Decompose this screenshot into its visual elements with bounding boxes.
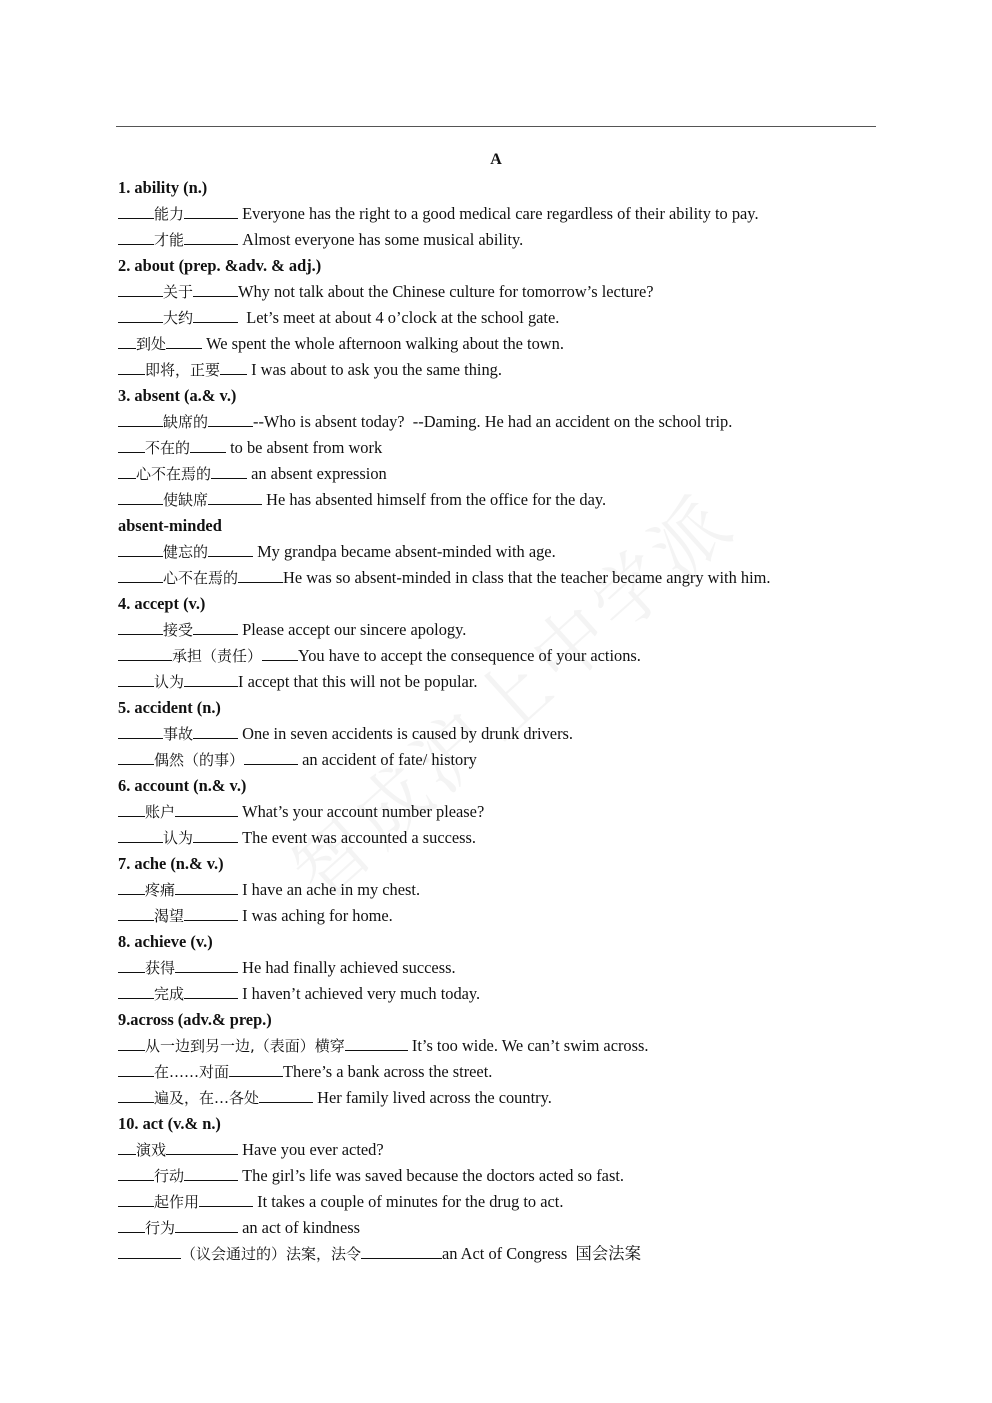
fill-blank — [118, 305, 163, 323]
chinese-meaning: 遍及，在…各处 — [154, 1089, 260, 1107]
section-heading: A — [490, 151, 502, 168]
chinese-meaning: 关于 — [163, 283, 194, 301]
example-sentence: It takes a couple of minutes for the drug to act. — [253, 1192, 564, 1211]
chinese-meaning: 才能 — [154, 231, 185, 249]
fill-blank — [118, 825, 163, 843]
fill-blank — [211, 461, 247, 479]
definition-line — [118, 1241, 878, 1267]
chinese-meaning: 疼痛 — [145, 881, 176, 899]
definition-line — [118, 1189, 878, 1215]
chinese-meaning: 演戏 — [136, 1141, 167, 1159]
header-rule — [116, 126, 876, 127]
example-sentence: It’s too wide. We can’t swim across. — [407, 1036, 649, 1055]
example-sentence: an absent expression — [247, 464, 387, 483]
fill-blank — [208, 409, 253, 427]
example-sentence: Almost everyone has some musical ability. — [238, 230, 524, 249]
fill-blank — [118, 409, 163, 427]
fill-blank — [184, 981, 238, 999]
fill-blank — [118, 357, 145, 375]
fill-blank — [175, 1215, 238, 1233]
definition-line — [118, 487, 878, 513]
definition-line — [118, 669, 878, 695]
fill-blank — [118, 877, 145, 895]
definition-line — [118, 1059, 878, 1085]
example-sentence: You have to accept the consequence of your actions. — [298, 646, 641, 665]
fill-blank — [208, 487, 262, 505]
fill-blank — [193, 305, 238, 323]
fill-blank — [193, 617, 238, 635]
chinese-meaning: 到处 — [136, 335, 167, 353]
example-sentence: I was about to ask you the same thing. — [247, 360, 502, 379]
example-sentence: I accept that this will not be popular. — [238, 672, 478, 691]
example-sentence: Let’s meet at about 4 o’clock at the school gate. — [238, 308, 560, 327]
definition-line — [118, 565, 878, 591]
fill-blank — [118, 747, 154, 765]
fill-blank — [244, 747, 298, 765]
fill-blank — [262, 643, 298, 661]
chinese-meaning: 账户 — [145, 803, 176, 821]
chinese-meaning: 认为 — [154, 673, 185, 691]
chinese-meaning: 起作用 — [154, 1193, 200, 1211]
fill-blank — [118, 721, 163, 739]
definition-line — [118, 1033, 878, 1059]
fill-blank — [118, 1059, 154, 1077]
chinese-meaning: 健忘的 — [163, 543, 209, 561]
fill-blank — [118, 981, 154, 999]
example-sentence: There’s a bank across the street. — [283, 1062, 493, 1081]
entry-heading: 8. achieve (v.) — [118, 932, 213, 951]
definition-line — [118, 435, 878, 461]
chinese-meaning: 从一边到另一边,（表面）横穿 — [145, 1037, 345, 1055]
example-sentence: My grandpa became absent-minded with age. — [253, 542, 556, 561]
fill-blank — [175, 799, 238, 817]
fill-blank — [118, 331, 136, 349]
fill-blank — [118, 1033, 145, 1051]
chinese-meaning: 行动 — [154, 1167, 185, 1185]
entry-heading: 2. about (prep. &adv. & adj.) — [118, 256, 322, 275]
definition-line — [118, 201, 878, 227]
definition-line — [118, 461, 878, 487]
fill-blank — [118, 1163, 154, 1181]
example-sentence: I have an ache in my chest. — [238, 880, 421, 899]
entry-heading: 9.across (adv.& prep.) — [118, 1010, 272, 1029]
definition-line — [118, 981, 878, 1007]
example-sentence: Please accept our sincere apology. — [238, 620, 467, 639]
chinese-meaning: 认为 — [163, 829, 194, 847]
fill-blank — [118, 539, 163, 557]
fill-blank — [184, 201, 238, 219]
chinese-meaning: 即将，正要 — [145, 361, 221, 379]
chinese-meaning: 获得 — [145, 959, 176, 977]
fill-blank — [229, 1059, 283, 1077]
fill-blank — [345, 1033, 408, 1051]
definition-line — [118, 617, 878, 643]
example-sentence: to be absent from work — [226, 438, 383, 457]
fill-blank — [118, 227, 154, 245]
example-sentence: He has absented himself from the office for the day. — [262, 490, 607, 509]
example-sentence: I was aching for home. — [238, 906, 393, 925]
fill-blank — [193, 279, 238, 297]
definition-line — [118, 721, 878, 747]
example-sentence: I haven’t achieved very much today. — [238, 984, 481, 1003]
fill-blank — [118, 903, 154, 921]
definition-line — [118, 1163, 878, 1189]
fill-blank — [193, 825, 238, 843]
chinese-meaning: （议会通过的）法案，法令 — [181, 1245, 362, 1263]
definition-line — [118, 331, 878, 357]
fill-blank — [184, 227, 238, 245]
chinese-meaning: 大约 — [163, 309, 194, 327]
fill-blank — [175, 877, 238, 895]
entry-heading: 3. absent (a.& v.) — [118, 386, 237, 405]
chinese-meaning: 完成 — [154, 985, 185, 1003]
fill-blank — [118, 643, 172, 661]
definition-line — [118, 1085, 878, 1111]
definition-line — [118, 357, 878, 383]
chinese-meaning: 偶然（的事） — [154, 751, 245, 769]
definition-line — [118, 539, 878, 565]
example-sentence: Her family lived across the country. — [313, 1088, 552, 1107]
fill-blank — [118, 1189, 154, 1207]
fill-blank — [199, 1189, 253, 1207]
chinese-meaning: 在……对面 — [154, 1063, 230, 1081]
fill-blank — [166, 331, 202, 349]
definition-line — [118, 227, 878, 253]
example-sentence: Why not talk about the Chinese culture for tomorrow’s lecture? — [238, 282, 654, 301]
fill-blank — [259, 1085, 313, 1103]
fill-blank — [118, 435, 145, 453]
definition-line — [118, 1137, 878, 1163]
fill-blank — [238, 565, 283, 583]
fill-blank — [118, 617, 163, 635]
chinese-meaning: 事故 — [163, 725, 194, 743]
vocabulary-list — [118, 175, 878, 1267]
example-sentence: The event was accounted a success. — [238, 828, 477, 847]
entry-heading: 1. ability (n.) — [118, 178, 208, 197]
definition-line — [118, 877, 878, 903]
example-sentence: an Act of Congress 国会法案 — [442, 1244, 641, 1263]
fill-blank — [118, 279, 163, 297]
fill-blank — [190, 435, 226, 453]
example-sentence: He was so absent-minded in class that the teacher became angry with him. — [283, 568, 771, 587]
definition-line — [118, 825, 878, 851]
example-sentence: an accident of fate/ history — [298, 750, 477, 769]
fill-blank — [118, 461, 136, 479]
definition-line — [118, 409, 878, 435]
example-sentence: an act of kindness — [238, 1218, 361, 1237]
example-sentence: --Who is absent today? --Daming. He had an accident on the school trip. — [253, 412, 733, 431]
fill-blank — [184, 669, 238, 687]
entry-heading: 7. ache (n.& v.) — [118, 854, 224, 873]
example-sentence: We spent the whole afternoon walking about the town. — [202, 334, 564, 353]
definition-line — [118, 747, 878, 773]
fill-blank — [220, 357, 247, 375]
example-sentence: The girl’s life was saved because the doctors acted so fast. — [238, 1166, 624, 1185]
fill-blank — [208, 539, 253, 557]
entry-heading: 10. act (v.& n.) — [118, 1114, 221, 1133]
fill-blank — [118, 565, 163, 583]
fill-blank — [118, 955, 145, 973]
fill-blank — [175, 955, 238, 973]
chinese-meaning: 渴望 — [154, 907, 185, 925]
definition-line — [118, 643, 878, 669]
definition-line — [118, 955, 878, 981]
chinese-meaning: 不在的 — [145, 439, 191, 457]
chinese-meaning: 接受 — [163, 621, 194, 639]
fill-blank — [118, 1137, 136, 1155]
example-sentence: Have you ever acted? — [238, 1140, 384, 1159]
entry-heading: 6. account (n.& v.) — [118, 776, 247, 795]
chinese-meaning: 能力 — [154, 205, 185, 223]
definition-line — [118, 903, 878, 929]
chinese-meaning: 心不在焉的 — [163, 569, 239, 587]
entry-heading: absent-minded — [118, 516, 222, 535]
entry-heading: 4. accept (v.) — [118, 594, 206, 613]
example-sentence: He had finally achieved success. — [238, 958, 456, 977]
fill-blank — [118, 1215, 145, 1233]
fill-blank — [118, 487, 163, 505]
fill-blank — [361, 1241, 442, 1259]
example-sentence: Everyone has the right to a good medical care regardless of their ability to pay. — [238, 204, 759, 223]
definition-line — [118, 799, 878, 825]
definition-line — [118, 1215, 878, 1241]
fill-blank — [118, 1241, 181, 1259]
fill-blank — [193, 721, 238, 739]
fill-blank — [184, 903, 238, 921]
chinese-meaning: 缺席的 — [163, 413, 209, 431]
example-sentence: One in seven accidents is caused by drunk drivers. — [238, 724, 574, 743]
chinese-meaning: 承担（责任） — [172, 647, 263, 665]
fill-blank — [118, 201, 154, 219]
entry-heading: 5. accident (n.) — [118, 698, 221, 717]
chinese-meaning: 使缺席 — [163, 491, 209, 509]
definition-line — [118, 279, 878, 305]
fill-blank — [184, 1163, 238, 1181]
fill-blank — [118, 799, 145, 817]
chinese-meaning: 心不在焉的 — [136, 465, 212, 483]
example-sentence: What’s your account number please? — [238, 802, 485, 821]
fill-blank — [118, 1085, 154, 1103]
fill-blank — [166, 1137, 238, 1155]
definition-line — [118, 305, 878, 331]
chinese-meaning: 行为 — [145, 1219, 176, 1237]
fill-blank — [118, 669, 154, 687]
